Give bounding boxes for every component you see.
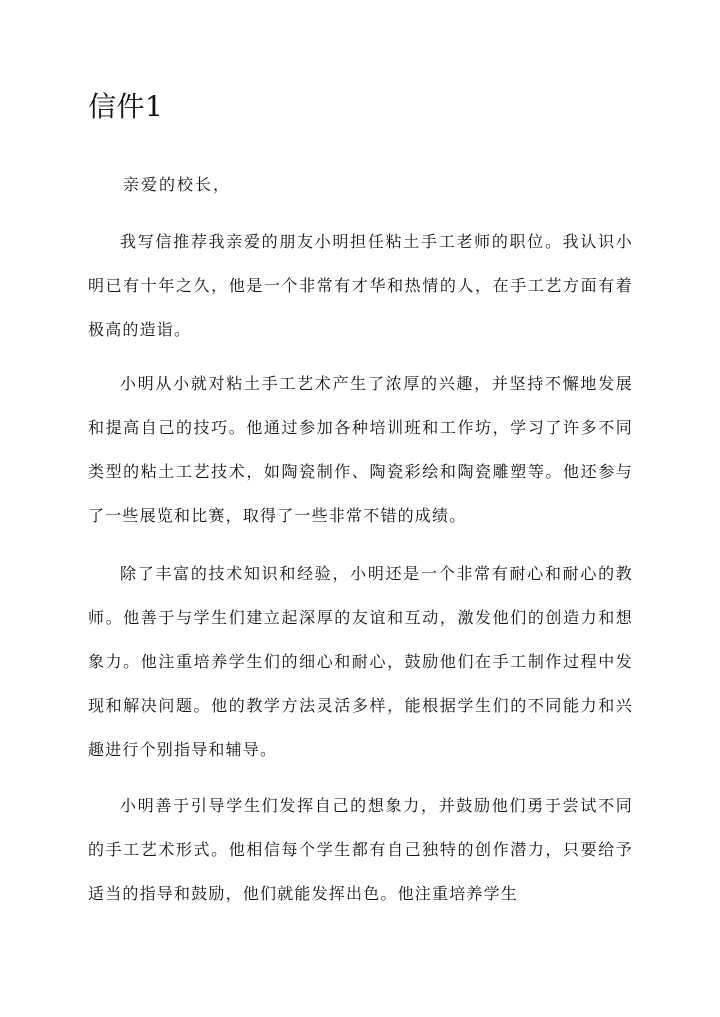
paragraph-2: 小明从小就对粘土手工艺术产生了浓厚的兴趣，并坚持不懈地发展和提高自己的技巧。他通过参加各种培训班和工作坊，学习了许多不同类型的粘土工艺技术，如陶瓷制作、陶瓷彩绘和陶瓷雕塑等。他还参与了一些展览和比赛，取得了一些非常不错的成绩。 <box>88 374 633 525</box>
paragraph-4: 小明善于引导学生们发挥自己的想象力，并鼓励他们勇于尝试不同的手工艺术形式。他相信每个学生都有自己独特的创作潜力，只要给予适当的指导和鼓励，他们就能发挥出色。他注重培养学生 <box>88 796 633 903</box>
paragraph-3: 除了丰富的技术知识和经验，小明还是一个非常有耐心和耐心的教师。他善于与学生们建立起深厚的友谊和互动，激发他们的创造力和想象力。他注重培养学生们的细心和耐心，鼓励他们在手工制作过程中发现和解决问题。他的教学方法灵活多样，能根据学生们的不同能力和兴趣进行个别指导和辅导。 <box>88 564 633 759</box>
document-title: 信件1 <box>88 90 164 123</box>
letter-salutation: 亲爱的校长， <box>123 175 232 194</box>
paragraph-1: 我写信推荐我亲爱的朋友小明担任粘土手工老师的职位。我认识小明已有十年之久，他是一个非常有才华和热情的人，在手工艺方面有着极高的造诣。 <box>88 232 633 339</box>
